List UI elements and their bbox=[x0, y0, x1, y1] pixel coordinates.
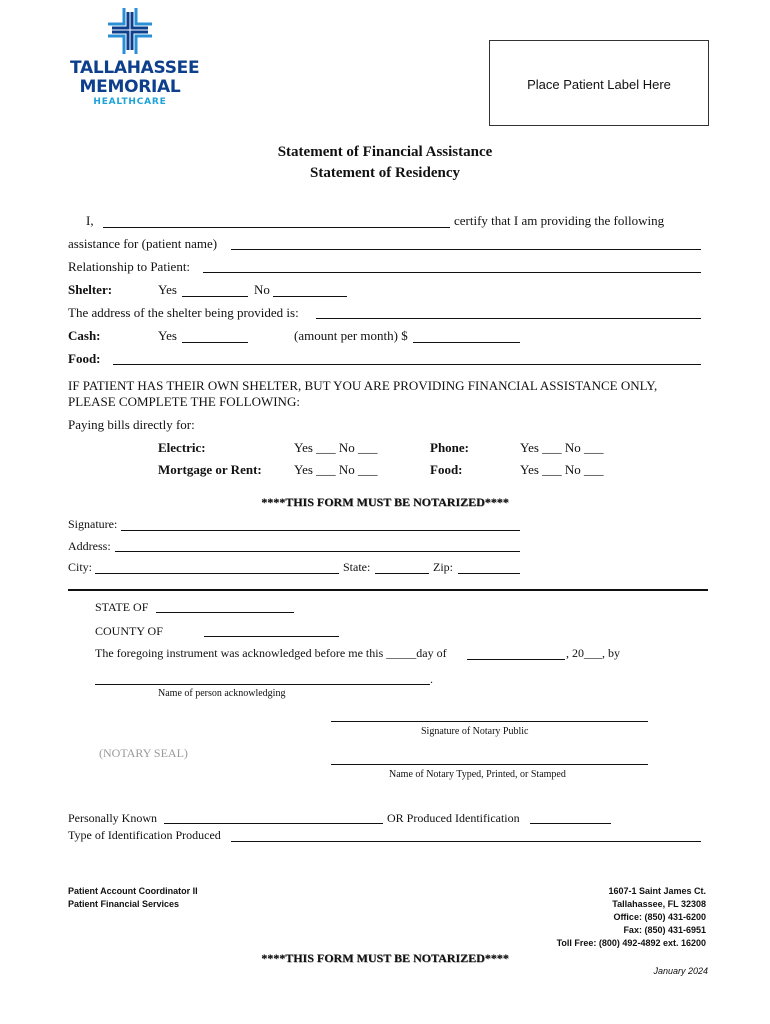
electric-label: Electric: bbox=[158, 440, 206, 455]
patient-label-box bbox=[489, 40, 709, 126]
shelter-yes-label: Yes bbox=[158, 282, 177, 297]
address-field[interactable] bbox=[115, 551, 520, 552]
month-field[interactable] bbox=[467, 659, 565, 660]
amount-per-month-label: (amount per month) $ bbox=[294, 328, 408, 343]
mortgage-label: Mortgage or Rent: bbox=[158, 462, 262, 477]
cash-yes-label: Yes bbox=[158, 328, 177, 343]
patient-name-field[interactable] bbox=[231, 249, 701, 250]
food-label: Food: bbox=[68, 351, 101, 366]
cash-label: Cash: bbox=[68, 328, 101, 343]
shelter-label: Shelter: bbox=[68, 282, 113, 297]
county-of-label: COUNTY OF bbox=[95, 624, 163, 638]
zip-field[interactable] bbox=[458, 573, 520, 574]
notice-line2: PLEASE COMPLETE THE FOLLOWING: bbox=[68, 394, 300, 409]
amount-field[interactable] bbox=[413, 342, 520, 343]
state-of-field[interactable] bbox=[156, 612, 294, 613]
notary-seal-placeholder: (NOTARY SEAL) bbox=[99, 746, 188, 760]
city-field[interactable] bbox=[95, 573, 339, 574]
footer-left bbox=[68, 885, 198, 911]
logo-text-healthcare: HEALTHCARE bbox=[93, 97, 167, 107]
county-of-field[interactable] bbox=[204, 636, 339, 637]
notary-name-field[interactable] bbox=[331, 764, 648, 765]
footer-city: Tallahassee, FL 32308 bbox=[612, 899, 706, 909]
paying-bills-label: Paying bills directly for: bbox=[68, 417, 195, 432]
notarized-notice-bottom: ****THIS FORM MUST BE NOTARIZED**** bbox=[261, 951, 509, 965]
shelter-address-field[interactable] bbox=[316, 318, 701, 319]
address-label: Address: bbox=[68, 539, 111, 553]
state-field[interactable] bbox=[375, 573, 429, 574]
food-field[interactable] bbox=[113, 364, 701, 365]
page-title: Statement of Financial Assistance bbox=[277, 144, 493, 160]
or-produced-label: OR Produced Identification bbox=[387, 811, 520, 825]
shelter-no-field[interactable] bbox=[273, 296, 347, 297]
relationship-field[interactable] bbox=[203, 272, 701, 273]
notarized-notice-top: ****THIS FORM MUST BE NOTARIZED**** bbox=[261, 495, 509, 509]
produced-id-field[interactable] bbox=[530, 823, 611, 824]
phone-yes-no[interactable]: Yes ___ No ___ bbox=[520, 440, 604, 455]
footer-right bbox=[557, 885, 706, 950]
state-of-label: STATE OF bbox=[95, 600, 149, 614]
state-label: State: bbox=[343, 560, 371, 574]
acknowledging-name-field[interactable] bbox=[95, 684, 430, 685]
year-text: , 20___, by bbox=[566, 646, 620, 660]
footer-street: 1607-1 Saint James Ct. bbox=[608, 886, 706, 896]
shelter-no-label: No bbox=[254, 282, 270, 297]
mortgage-yes-no[interactable]: Yes ___ No ___ bbox=[294, 462, 378, 477]
foregoing-text: The foregoing instrument was acknowledged before me this _____day of bbox=[95, 646, 447, 660]
footer-office-phone: Office: (850) 431-6200 bbox=[613, 912, 706, 922]
footer-department: Patient Financial Services bbox=[68, 899, 180, 909]
footer-fax: Fax: (850) 431-6951 bbox=[623, 925, 706, 935]
phone-label: Phone: bbox=[430, 440, 469, 455]
name-acknowledging-caption: Name of person acknowledging bbox=[158, 688, 286, 699]
notice-line1: IF PATIENT HAS THEIR OWN SHELTER, BUT YOU ARE PROVIDING FINANCIAL ASSISTANCE ONLY, bbox=[68, 378, 658, 393]
electric-yes-no[interactable]: Yes ___ No ___ bbox=[294, 440, 378, 455]
period: . bbox=[430, 672, 433, 686]
section-divider bbox=[68, 589, 708, 591]
logo-text-memorial: MEMORIAL bbox=[79, 77, 181, 97]
patient-label-text: Place Patient Label Here bbox=[527, 77, 671, 92]
logo-text-tallahassee: TALLAHASSEE bbox=[70, 58, 200, 78]
bills-food-yes-no[interactable]: Yes ___ No ___ bbox=[520, 462, 604, 477]
city-label: City: bbox=[68, 560, 93, 574]
type-id-label: Type of Identification Produced bbox=[68, 828, 221, 842]
revision-date: January 2024 bbox=[653, 966, 708, 976]
notary-signature-field[interactable] bbox=[331, 721, 648, 722]
relationship-label: Relationship to Patient: bbox=[68, 259, 191, 274]
type-id-field[interactable] bbox=[231, 841, 701, 842]
bills-food-label: Food: bbox=[430, 462, 463, 477]
footer-toll-free: Toll Free: (800) 492-4892 ext. 16200 bbox=[556, 938, 706, 948]
notary-signature-caption: Signature of Notary Public bbox=[421, 726, 529, 737]
signature-field[interactable] bbox=[121, 530, 520, 531]
i-prefix: I, bbox=[86, 213, 94, 228]
signature-label: Signature: bbox=[68, 517, 118, 531]
personally-known-label: Personally Known bbox=[68, 811, 157, 825]
logo-cross-icon bbox=[104, 6, 156, 56]
page-subtitle: Statement of Residency bbox=[310, 165, 460, 181]
certifier-name-field[interactable] bbox=[103, 227, 450, 228]
cash-yes-field[interactable] bbox=[182, 342, 248, 343]
shelter-address-label: The address of the shelter being provided is: bbox=[68, 305, 299, 320]
assistance-for-label: assistance for (patient name) bbox=[68, 236, 218, 251]
notary-name-caption: Name of Notary Typed, Printed, or Stamped bbox=[389, 769, 566, 780]
certify-text: certify that I am providing the following bbox=[454, 213, 665, 228]
shelter-yes-field[interactable] bbox=[182, 296, 248, 297]
personally-known-field[interactable] bbox=[164, 823, 383, 824]
zip-label: Zip: bbox=[433, 560, 453, 574]
footer-coordinator: Patient Account Coordinator II bbox=[68, 886, 198, 896]
